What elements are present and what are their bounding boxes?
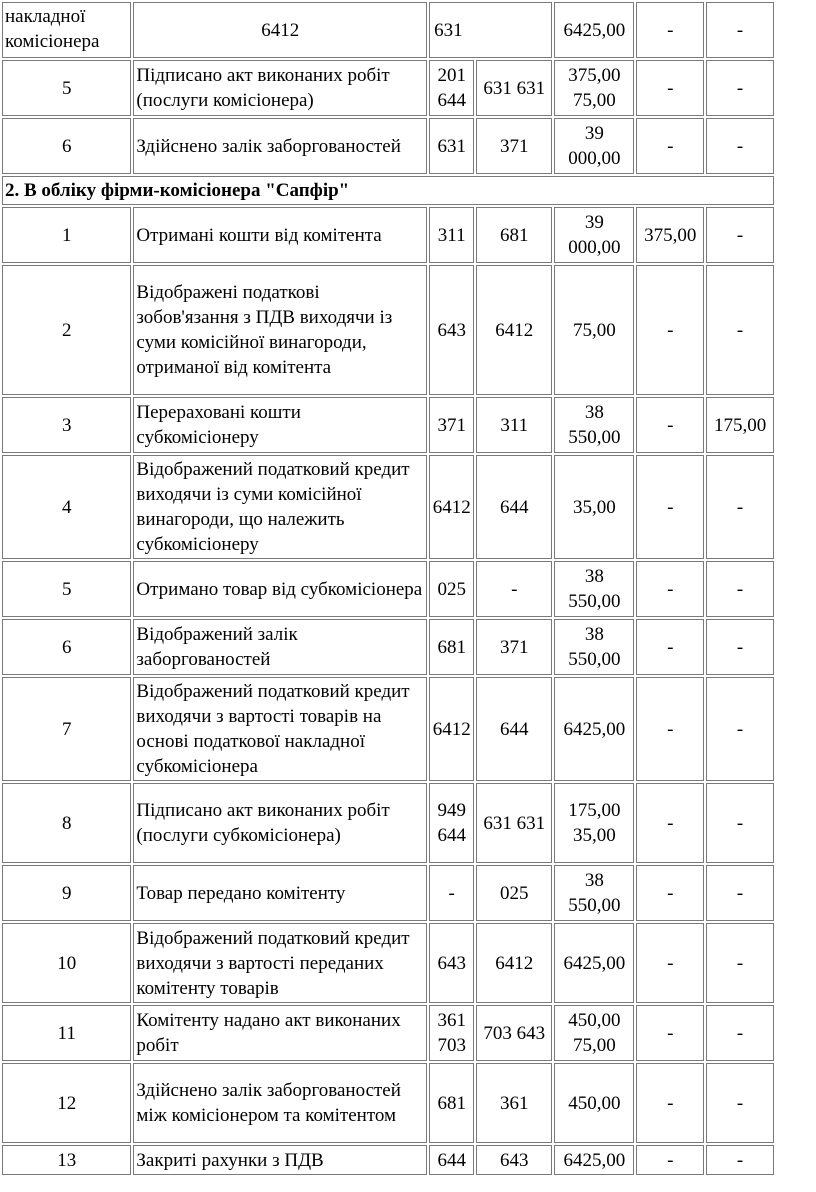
row-number: 3: [2, 397, 131, 453]
entry-description: Товар передано комітенту: [133, 865, 427, 921]
entry-amount: 38 550,00: [554, 397, 634, 453]
debit-account: 681: [429, 619, 474, 675]
entry-description: Відображений податковий кредит виходячи з вартості переданих комітенту товарів: [133, 923, 427, 1003]
column-6-value: -: [706, 118, 774, 174]
debit-account: 631: [429, 118, 474, 174]
row-number: 11: [2, 1005, 131, 1061]
column-5-value: -: [636, 865, 704, 921]
row-number: 10: [2, 923, 131, 1003]
debit-account: 025: [429, 561, 474, 617]
column-5-value: -: [636, 1063, 704, 1143]
table-row: [2, 865, 774, 921]
row-number: 1: [2, 207, 131, 263]
credit-account: 371: [476, 619, 552, 675]
row-number: 13: [2, 1145, 131, 1175]
entry-description: Перераховані кошти субкомісіонеру: [133, 397, 427, 453]
credit-account: 644: [476, 455, 552, 559]
table-row: [2, 619, 774, 675]
column-6-value: -: [706, 923, 774, 1003]
table-row: [2, 397, 774, 453]
entry-amount: 6425,00: [554, 1145, 634, 1175]
row-number: 4: [2, 455, 131, 559]
entry-amount: 39 000,00: [554, 207, 634, 263]
column-6-value: -: [706, 265, 774, 395]
entry-description: Відображений податковий кредит виходячи з вартості товарів на основі податкової накладної субкомісіонера: [133, 677, 427, 781]
column-5-value: -: [636, 118, 704, 174]
table-row: [2, 561, 774, 617]
credit-account: 311: [476, 397, 552, 453]
entry-description: Комітенту надано акт виконаних робіт: [133, 1005, 427, 1061]
row-number: 5: [2, 60, 131, 116]
entry-amount: 39 000,00: [554, 118, 634, 174]
debit-account: 681: [429, 1063, 474, 1143]
debit-account: 643: [429, 265, 474, 395]
entry-amount: 6425,00: [554, 923, 634, 1003]
table-row: [2, 1063, 774, 1143]
entry-description: Здійснено залік заборгованостей: [133, 118, 427, 174]
debit-account: 949 644: [429, 783, 474, 863]
column-5-value: -: [636, 923, 704, 1003]
row-number: 12: [2, 1063, 131, 1143]
table-row: [2, 2, 774, 58]
entry-description: Відображені податкові зобов'язання з ПДВ виходячи із суми комісійної винагороди, отриманої від комітента: [133, 265, 427, 395]
column-6-value: -: [706, 2, 774, 58]
credit-account: -: [476, 561, 552, 617]
debit-account: 361 703: [429, 1005, 474, 1061]
table-row: [2, 207, 774, 263]
debit-account: 643: [429, 923, 474, 1003]
credit-account: 631 631: [476, 783, 552, 863]
column-5-value: -: [636, 1145, 704, 1175]
row-number: 8: [2, 783, 131, 863]
debit-account: 6412: [133, 2, 427, 58]
entry-description: накладної комісіонера: [2, 2, 131, 58]
debit-account: 6412: [429, 677, 474, 781]
table-row: [2, 455, 774, 559]
row-number: 5: [2, 561, 131, 617]
column-6-value: 175,00: [706, 397, 774, 453]
debit-account: -: [429, 865, 474, 921]
column-6-value: -: [706, 1145, 774, 1175]
debit-account: 201 644: [429, 60, 474, 116]
column-5-value: -: [636, 455, 704, 559]
entry-description: Відображений податковий кредит виходячи із суми комісійної винагороди, що належить субкомісіонеру: [133, 455, 427, 559]
credit-account: 6412: [476, 923, 552, 1003]
entry-description: Отримані кошти від комітента: [133, 207, 427, 263]
column-5-value: -: [636, 60, 704, 116]
table-row: [2, 60, 774, 116]
entry-description: Здійснено залік заборгованостей між комісіонером та комітентом: [133, 1063, 427, 1143]
credit-account: 361: [476, 1063, 552, 1143]
credit-account: 703 643: [476, 1005, 552, 1061]
column-6-value: -: [706, 783, 774, 863]
column-5-value: -: [636, 619, 704, 675]
column-6-value: -: [706, 1005, 774, 1061]
entry-description: Закриті рахунки з ПДВ: [133, 1145, 427, 1175]
table-row: [2, 1145, 774, 1175]
column-5-value: -: [636, 677, 704, 781]
credit-account: 644: [476, 677, 552, 781]
entry-amount: 75,00: [554, 265, 634, 395]
table-row: [2, 923, 774, 1003]
table-row: [2, 1005, 774, 1061]
entry-amount: 450,00: [554, 1063, 634, 1143]
row-number: 6: [2, 118, 131, 174]
column-5-value: -: [636, 265, 704, 395]
column-6-value: -: [706, 619, 774, 675]
entry-description: Отримано товар від субкомісіонера: [133, 561, 427, 617]
credit-account: 631: [429, 2, 552, 58]
credit-account: 025: [476, 865, 552, 921]
column-6-value: -: [706, 207, 774, 263]
debit-account: 311: [429, 207, 474, 263]
credit-account: 6412: [476, 265, 552, 395]
entry-description: Відображений залік заборгованостей: [133, 619, 427, 675]
entry-amount: 38 550,00: [554, 865, 634, 921]
column-6-value: -: [706, 60, 774, 116]
column-6-value: -: [706, 455, 774, 559]
table-row: [2, 677, 774, 781]
entry-amount: 6425,00: [554, 2, 634, 58]
row-number: 7: [2, 677, 131, 781]
entry-amount: 375,00 75,00: [554, 60, 634, 116]
table-row: [2, 783, 774, 863]
entry-amount: 38 550,00: [554, 619, 634, 675]
section-header-row: [2, 176, 774, 205]
table-row: [2, 265, 774, 395]
column-5-value: -: [636, 397, 704, 453]
column-5-value: -: [636, 783, 704, 863]
entry-amount: 175,00 35,00: [554, 783, 634, 863]
column-5-value: -: [636, 1005, 704, 1061]
table-row: [2, 118, 774, 174]
credit-account: 631 631: [476, 60, 552, 116]
row-number: 2: [2, 265, 131, 395]
debit-account: 644: [429, 1145, 474, 1175]
row-number: 6: [2, 619, 131, 675]
column-6-value: -: [706, 865, 774, 921]
credit-account: 643: [476, 1145, 552, 1175]
column-6-value: -: [706, 561, 774, 617]
entry-description: Підписано акт виконаних робіт (послуги субкомісіонера): [133, 783, 427, 863]
row-number: 9: [2, 865, 131, 921]
column-5-value: -: [636, 561, 704, 617]
debit-account: 371: [429, 397, 474, 453]
entry-amount: 6425,00: [554, 677, 634, 781]
entry-description: Підписано акт виконаних робіт (послуги комісіонера): [133, 60, 427, 116]
column-5-value: 375,00: [636, 207, 704, 263]
entry-amount: 450,00 75,00: [554, 1005, 634, 1061]
entry-amount: 35,00: [554, 455, 634, 559]
debit-account: 6412: [429, 455, 474, 559]
section-title: 2. В обліку фірми-комісіонера "Сапфір": [2, 176, 774, 205]
column-6-value: -: [706, 1063, 774, 1143]
credit-account: 371: [476, 118, 552, 174]
credit-account: 681: [476, 207, 552, 263]
entry-amount: 38 550,00: [554, 561, 634, 617]
column-5-value: -: [636, 2, 704, 58]
column-6-value: -: [706, 677, 774, 781]
